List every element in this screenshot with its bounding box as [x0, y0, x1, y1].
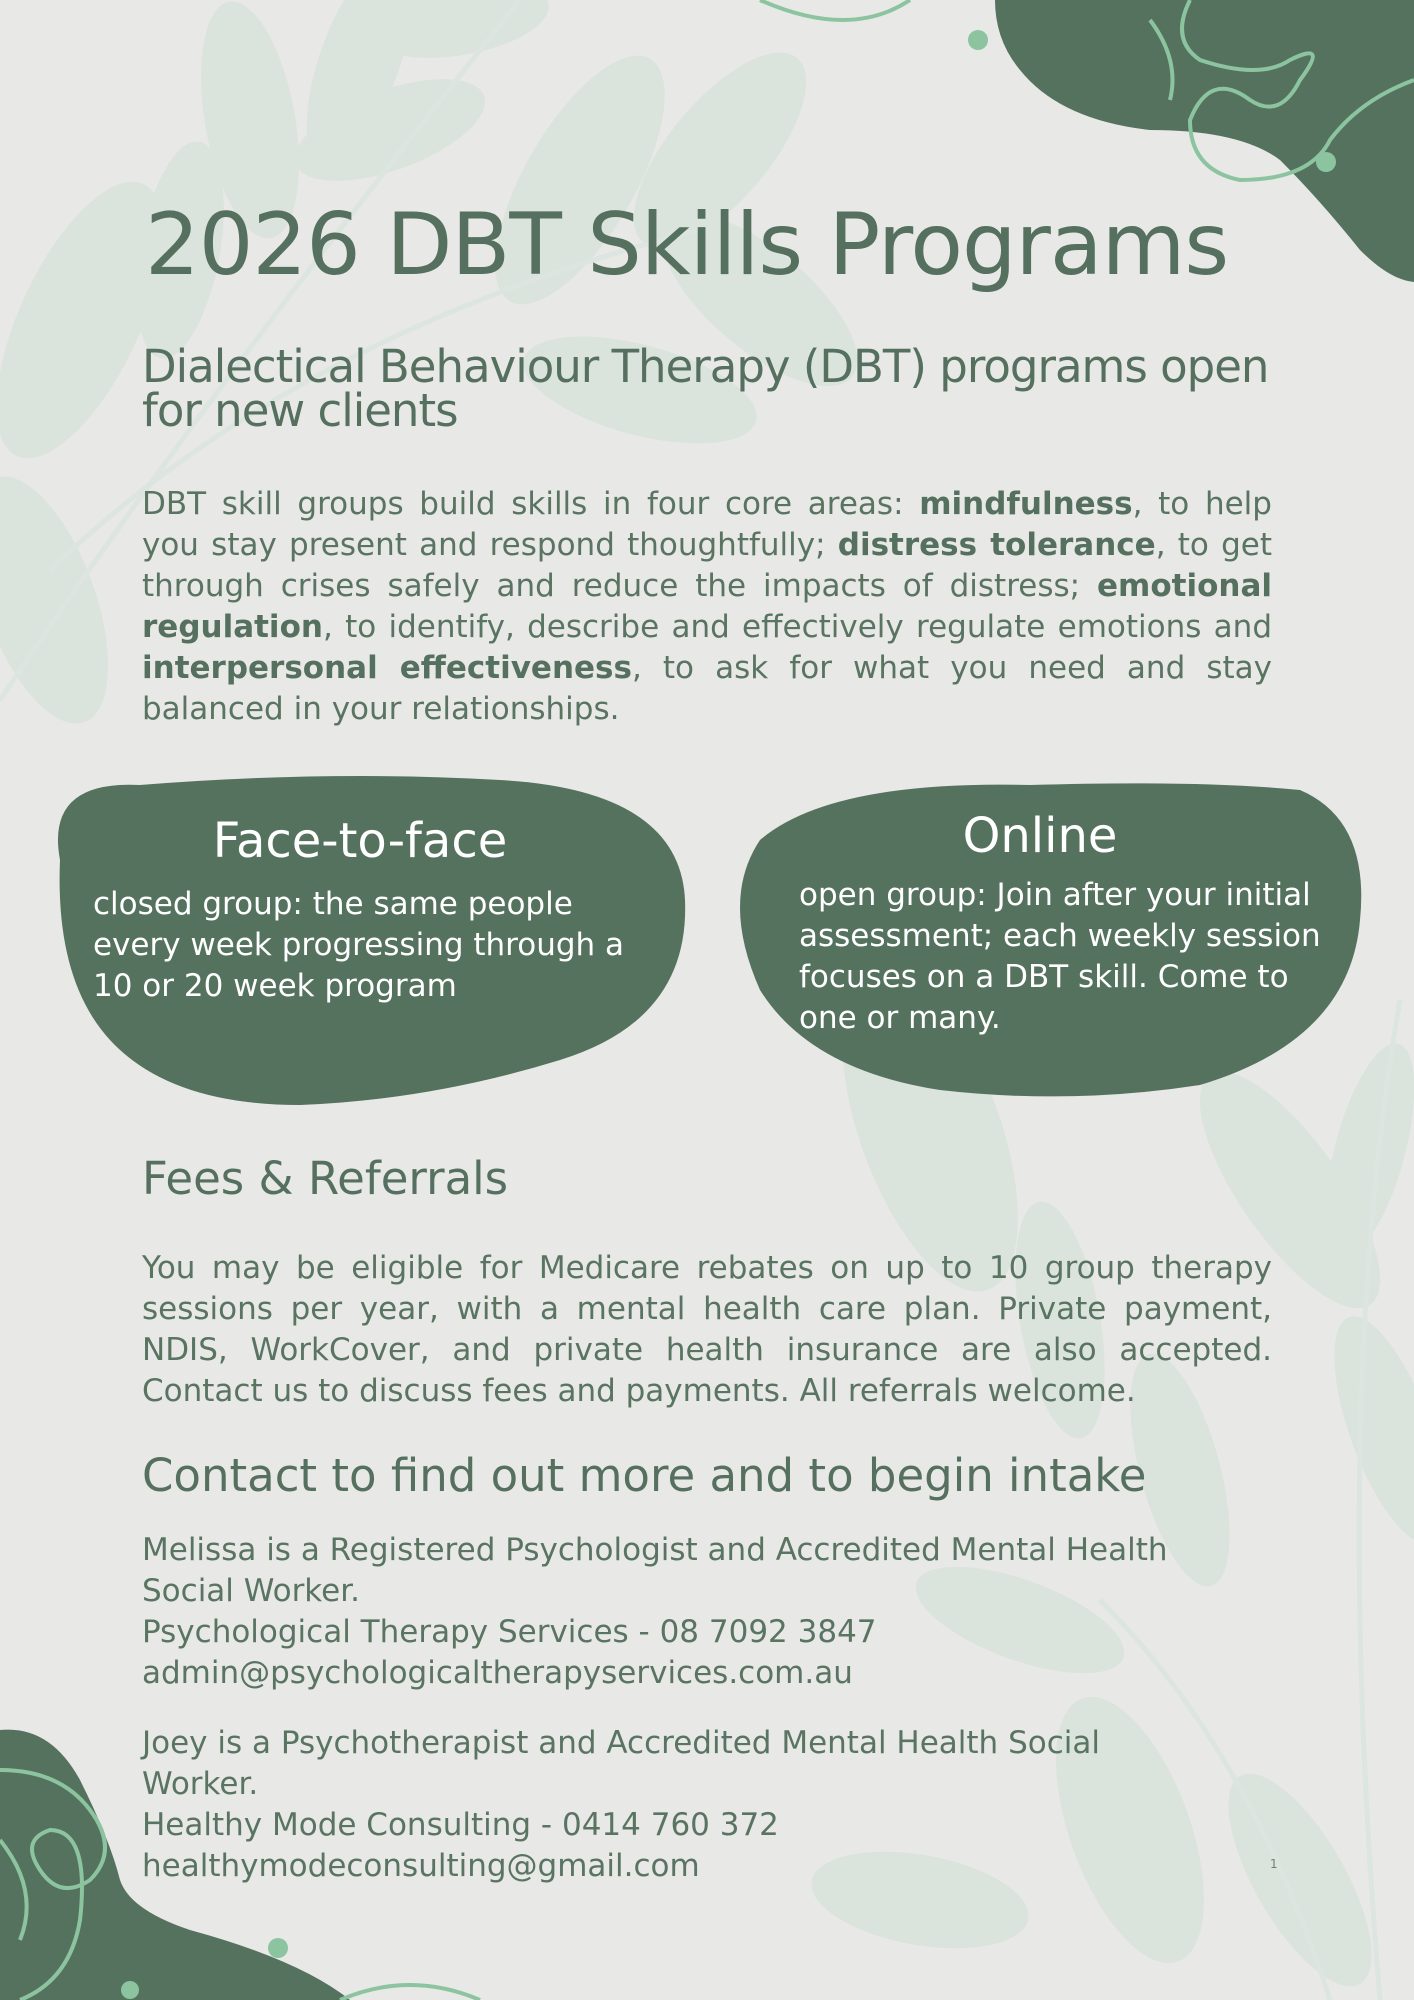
- skill-mindfulness: mindfulness: [919, 486, 1133, 522]
- joey-org-phone[interactable]: Healthy Mode Consulting - 0414 760 372: [142, 1807, 779, 1843]
- face-to-face-title: Face-to-face: [212, 813, 508, 869]
- skill-interpersonal-effectiveness: interpersonal effectiveness: [142, 650, 632, 686]
- page-title: 2026 DBT Skills Programs: [145, 195, 1229, 295]
- melissa-email[interactable]: admin@psychologicaltherapyservices.com.au: [142, 1655, 853, 1691]
- contact-heading: Contact to find out more and to begin intake: [142, 1449, 1147, 1502]
- contact-joey: [142, 1723, 1272, 1887]
- page-number: 1: [1270, 1857, 1278, 1871]
- melissa-bio: Melissa is a Registered Psychologist and Accredited Mental Health Social Worker.: [142, 1532, 1168, 1609]
- intro-paragraph: [142, 484, 1272, 730]
- intro-text: , to identify, describe and effectively regulate emotions and: [322, 609, 1272, 645]
- skill-distress-tolerance: distress tolerance: [837, 527, 1156, 563]
- online-description: open group: Join after your initial assessment; each weekly session focuses on a DBT skill. Come to one or many.: [799, 877, 1321, 1036]
- melissa-org-phone[interactable]: Psychological Therapy Services - 08 7092 3847: [142, 1614, 877, 1650]
- face-to-face-description: closed group: the same people every week progressing through a 10 or 20 week program: [93, 886, 625, 1004]
- intro-text: , to help you stay present and respond thoughtfully;: [142, 486, 1272, 563]
- skill-emotional-regulation: emotional regulation: [142, 568, 1272, 645]
- joey-email[interactable]: healthymodeconsulting@gmail.com: [142, 1848, 700, 1884]
- contact-melissa: [142, 1530, 1272, 1694]
- intro-text: , to ask for what you need and stay balanced in your relationships.: [142, 650, 1272, 727]
- joey-bio: Joey is a Psychotherapist and Accredited Mental Health Social Worker.: [142, 1725, 1100, 1802]
- fees-heading: Fees & Referrals: [142, 1152, 509, 1205]
- page-subtitle: Dialectical Behaviour Therapy (DBT) programs open for new clients: [142, 340, 1269, 437]
- intro-text: DBT skill groups build skills in four core areas:: [142, 486, 920, 522]
- fees-paragraph: You may be eligible for Medicare rebates on up to 10 group therapy sessions per year, with a mental health care plan. Private payment, NDIS, WorkCover, and private health insurance are also accepted. Contact us to discuss fees and payments. All referrals welcome.: [142, 1250, 1272, 1409]
- intro-text: , to get through crises safely and reduce the impacts of distress;: [142, 527, 1272, 604]
- online-title: Online: [962, 808, 1118, 864]
